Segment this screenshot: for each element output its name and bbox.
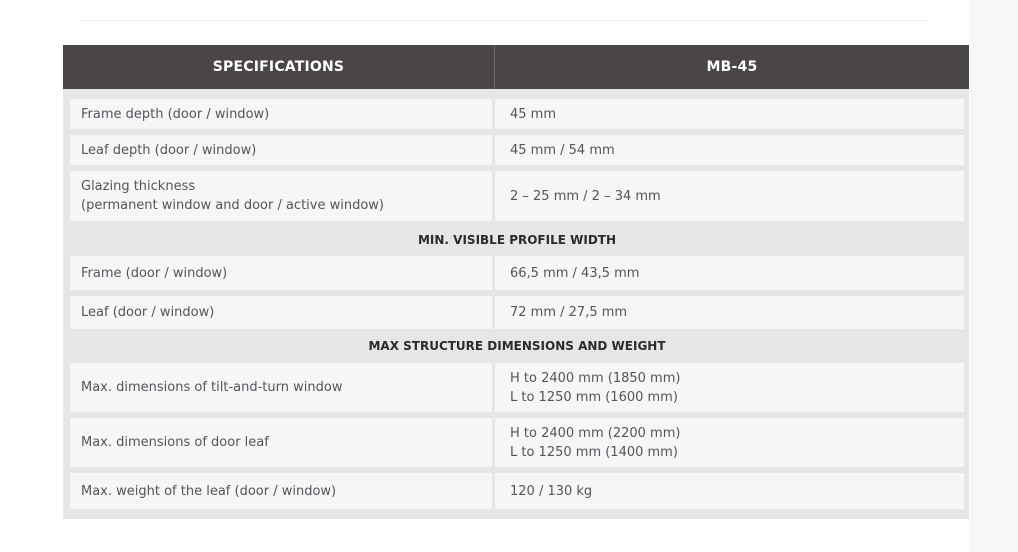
header-model: MB-45 xyxy=(706,59,758,75)
row-value xyxy=(495,363,964,412)
table-row xyxy=(70,418,964,467)
row-label xyxy=(70,473,492,509)
row-label xyxy=(70,418,492,467)
row-value xyxy=(495,418,964,467)
row-value xyxy=(495,99,964,129)
row-label xyxy=(70,135,492,165)
row-label-line: Max. weight of the leaf (door / window) xyxy=(81,483,337,499)
row-value-line: 72 mm / 27,5 mm xyxy=(510,305,628,320)
row-value-line: 66,5 mm / 43,5 mm xyxy=(510,265,640,281)
table-row xyxy=(70,256,964,290)
row-value xyxy=(495,171,964,221)
row-value-line: L to 1250 mm (1600 mm) xyxy=(510,389,678,405)
row-label-line: Max. dimensions of door leaf xyxy=(81,435,269,450)
table-row xyxy=(70,135,964,165)
table-row xyxy=(70,363,964,412)
table-row xyxy=(70,99,964,129)
row-label-line: Leaf (door / window) xyxy=(81,305,215,320)
table-row xyxy=(70,296,964,329)
table-row xyxy=(70,171,964,221)
row-value-line: 45 mm / 54 mm xyxy=(510,142,615,158)
row-label xyxy=(70,171,492,221)
specifications-table xyxy=(63,45,969,519)
row-label xyxy=(70,256,492,290)
row-label xyxy=(70,363,492,412)
right-page-margin xyxy=(970,0,1018,552)
top-divider-line xyxy=(80,20,930,21)
row-value-line: 45 mm xyxy=(510,106,557,122)
row-value-line: L to 1250 mm (1400 mm) xyxy=(510,444,678,460)
row-label-line: Leaf depth (door / window) xyxy=(81,142,257,158)
row-label-line: Frame depth (door / window) xyxy=(81,106,270,122)
row-value-line: H to 2400 mm (1850 mm) xyxy=(510,370,681,386)
row-label-line: (permanent window and door / active window) xyxy=(81,198,385,213)
row-value-line: 2 – 25 mm / 2 – 34 mm xyxy=(510,188,661,204)
row-value-line: H to 2400 mm (2200 mm) xyxy=(510,425,681,441)
row-label xyxy=(70,99,492,129)
section-heading: MIN. VISIBLE PROFILE WIDTH xyxy=(417,233,617,247)
header-specifications: SPECIFICATIONS xyxy=(212,59,345,75)
row-label-line: Glazing thickness xyxy=(81,179,196,194)
row-label xyxy=(70,296,492,329)
row-value xyxy=(495,296,964,329)
row-label-line: Max. dimensions of tilt-and-turn window xyxy=(81,380,343,395)
section-heading: MAX STRUCTURE DIMENSIONS AND WEIGHT xyxy=(368,339,666,353)
row-value-line: 120 / 130 kg xyxy=(510,483,593,499)
row-value xyxy=(495,135,964,165)
table-row xyxy=(70,473,964,509)
row-value xyxy=(495,473,964,509)
row-label-line: Frame (door / window) xyxy=(81,265,228,281)
table-header-row xyxy=(63,45,969,89)
row-value xyxy=(495,256,964,290)
